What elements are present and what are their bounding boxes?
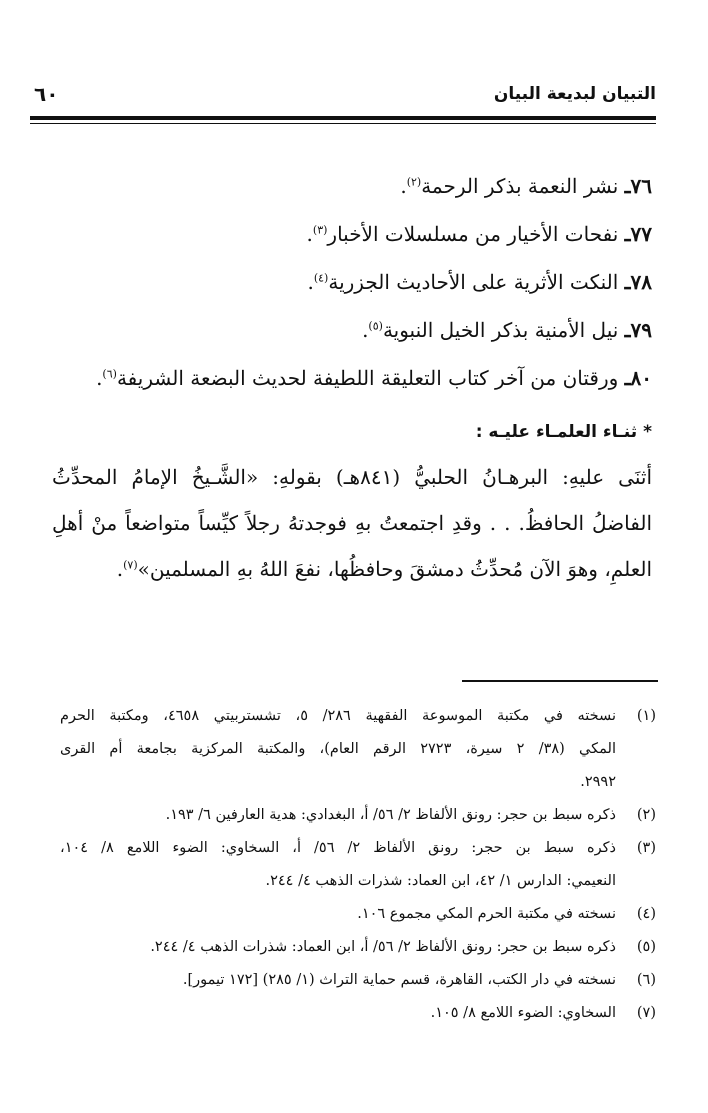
footnote-separator [462,680,658,682]
list-item-end: . [400,174,407,198]
list-item [52,306,652,354]
footnote [60,997,656,1030]
paragraph-end: . [116,557,124,581]
list-item-title: نشر النعمة بذكر الرحمة [421,174,625,198]
paragraph-line: أثنَى عليهِ: البرهـانُ الحلبيُّ (٨٤١هـ) بقولهِ: «الشَّـيخُ الإمامُ المحدِّثُ [52,465,653,489]
list-item-end: . [307,270,314,294]
running-title: التبيان لبديعة البيان [493,84,656,104]
footnote-line: ذكره سبط بن حجر: رونق الألفاظ ٢/ ٥٦/ أ، السخاوي: الضوء اللامع ٨/ ١٠٤، [60,840,617,856]
footnote-number: (٤) [636,906,656,922]
footnote-line: النعيمي: الدارس ١/ ٤٢، ابن العماد: شذرات الذهب ٤/ ٢٤٤. [265,873,616,889]
list-item-end: . [96,366,103,390]
header-rule-thin [30,123,656,124]
list-item-number: ٨٠ـ [624,366,652,390]
list-item [52,210,652,258]
footnote-ref: (٢) [406,175,422,189]
footnotes [60,700,656,1030]
footnote-text [60,964,616,997]
paragraph-line-text: العلمِ، وهوَ الآن مُحدِّثُ دمشقَ وحافظُها، نفعَ اللهُ بهِ المسلمين» [137,557,652,581]
footnote-number: (٧) [636,1005,656,1021]
list-item-number: ٧٦ـ [624,174,652,198]
paragraph-line-last [52,546,652,592]
list-item-end: . [306,222,313,246]
footnote-number: (٣) [636,840,656,856]
paragraph-line: الفاضلُ الحافظُ. . . وقدِ اجتمعتُ بهِ فوجدتهُ رجلاً كيِّساً متواضعاً منْ أهلِ [52,511,652,535]
list-item [52,162,652,210]
header-rule-thick [30,116,656,120]
footnote [60,799,656,832]
footnote [60,700,656,799]
footnote-text [60,832,616,898]
footnote-line: نسخته في مكتبة الحرم المكي مجموع ١٠٦. [357,906,616,922]
footnote-number: (٢) [636,807,656,823]
footnote-ref: (٥) [368,319,383,333]
footnote-line: ذكره سبط بن حجر: رونق الألفاظ ٢/ ٥٦/ أ، ابن العماد: شذرات الذهب ٤/ ٢٤٤. [150,939,616,955]
footnote-number: (٥) [636,939,656,955]
list-item-title: النكت الأثرية على الأحاديث الجزرية [328,270,625,294]
footnote-text [60,799,616,832]
footnote-line: السخاوي: الضوء اللامع ٨/ ١٠٥. [430,1005,616,1021]
page-number: ٦٠ [34,82,59,106]
footnote [60,931,656,964]
asterisk-bullet: * [643,422,652,442]
page-header [30,80,656,114]
footnote-line: ذكره سبط بن حجر: رونق الألفاظ ٢/ ٥٦/ أ، البغدادي: هدية العارفين ٦/ ١٩٣. [165,807,616,823]
footnote [60,898,656,931]
footnote-ref: (٣) [312,223,328,237]
section-heading [52,410,652,454]
footnote-line: ٢٩٩٢. [580,774,616,790]
list-item-end: . [362,318,369,342]
list-item-number: ٧٧ـ [624,222,652,246]
list-item-title: نفحات الأخيار من مسلسلات الأخبار [327,222,625,246]
section-heading-text: ثنـاء العلمـاء عليـه : [475,422,638,442]
footnote [60,964,656,997]
list-item-title: نيل الأمنية بذكر الخيل النبوية [382,318,625,342]
list-item [52,258,652,306]
footnote [60,832,656,898]
list-item-number: ٧٨ـ [624,270,652,294]
footnote-line: نسخته في مكتبة الموسوعة الفقهية ٢٨٦/ ٥، تشستربيتي ٤٦٥٨، ومكتبة الحرم [60,708,617,724]
footnote-ref: (٧) [123,558,138,572]
footnote-number: (١) [636,708,656,724]
list-item-number: ٧٩ـ [624,318,652,342]
footnote-text [60,931,616,964]
footnote-text [60,997,616,1030]
footnote-line: نسخته في دار الكتب، القاهرة، قسم حماية التراث (١/ ٢٨٥) [١٧٢ تيمور]. [182,972,616,988]
footnote-number: (٦) [636,972,656,988]
footnote-ref: (٦) [102,367,117,381]
praise-paragraph [52,454,652,592]
footnote-ref: (٤) [313,271,329,285]
main-text [52,162,652,592]
list-item [52,354,652,402]
footnote-text [60,700,616,799]
footnote-line: المكي (٣٨/ ٢ سيرة، ٢٧٢٣ الرقم العام)، والمكتبة المركزية بجامعة أم القرى [60,741,616,757]
list-item-title: ورقتان من آخر كتاب التعليقة اللطيفة لحديث البضعة الشريفة [116,366,625,390]
footnote-text [60,898,616,931]
